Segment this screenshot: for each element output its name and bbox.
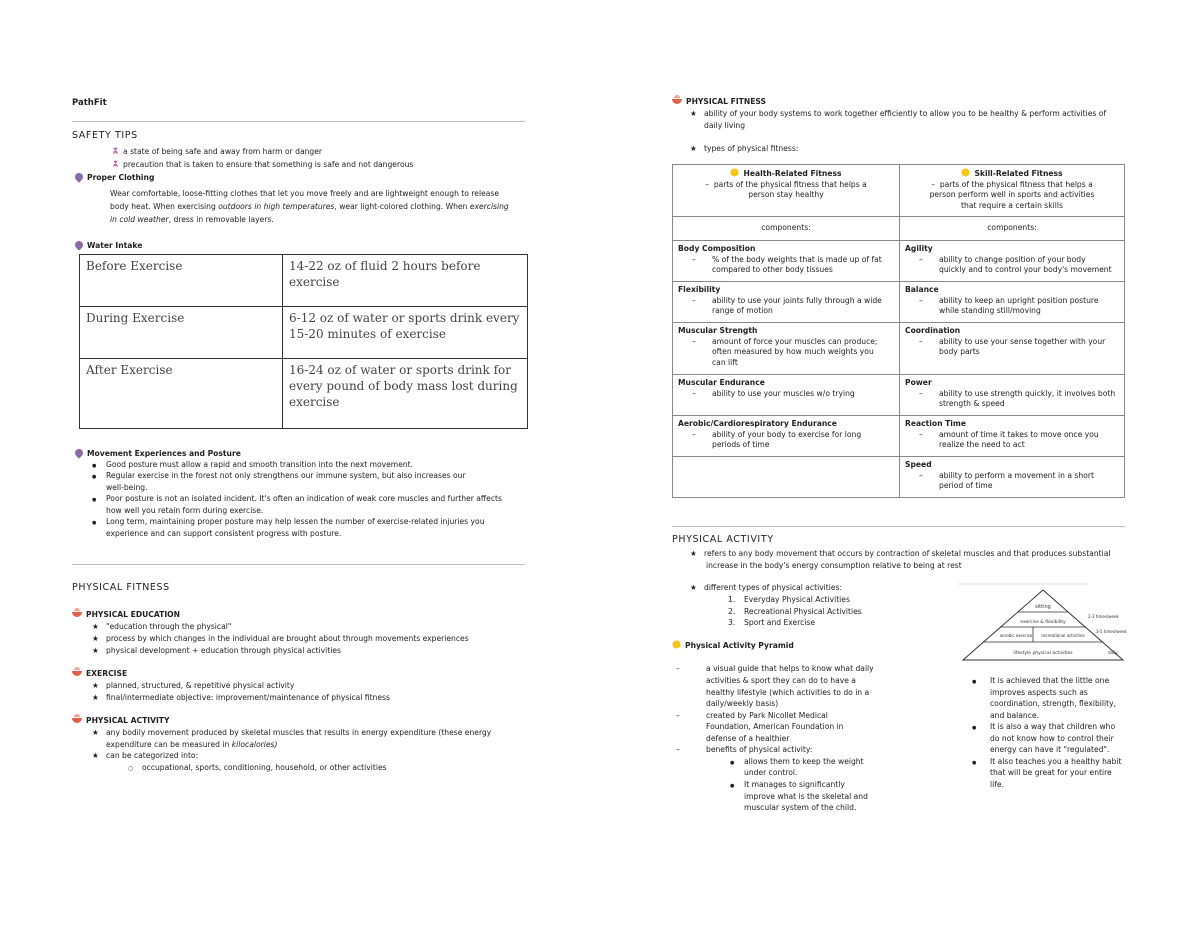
proper-clothing-title: Proper Clothing bbox=[75, 172, 154, 184]
benefit-1: ● allows them to keep the weight bbox=[730, 757, 864, 766]
table-cell: Muscular Endurance – ability to use your muscles w/o trying bbox=[673, 375, 900, 416]
table-cell: After Exercise bbox=[80, 359, 283, 429]
pyramid-def-4: daily/weekly basis) bbox=[706, 699, 779, 708]
right-bullet-3-3: life. bbox=[990, 780, 1004, 789]
table-row bbox=[80, 359, 528, 429]
pyramid-level-4: recreational activities bbox=[1041, 633, 1085, 638]
table-cell: Coordination – ability to use your sense together with your body parts bbox=[900, 323, 1125, 375]
movement-bullet-4: ● Long term, maintaining proper posture may help lessen the number of exercise-related injuries you bbox=[92, 517, 485, 526]
right-bullet-1-3: coordination, strength, flexibility, bbox=[990, 699, 1116, 708]
table-row bbox=[673, 375, 1125, 416]
components-header: components: bbox=[900, 217, 1125, 241]
right-bullet-2: ● It is also a way that children who bbox=[972, 722, 1116, 731]
fitness-table bbox=[672, 164, 1125, 498]
divider bbox=[72, 121, 525, 122]
clothing-line-1: Wear comfortable, loose-fitting clothes that let you move freely and are lightweight enough to release bbox=[110, 189, 500, 198]
divider bbox=[672, 526, 1125, 527]
table-cell: During Exercise bbox=[80, 307, 283, 359]
activity-type-3: 3. Sport and Exercise bbox=[728, 618, 816, 627]
pyramid-note-2: 3-5 times/week bbox=[1096, 629, 1127, 634]
pe-bullet-2: ★ process by which changes in the individual are brought about through movements experiences bbox=[92, 634, 469, 643]
pe-bullet-3: ★ physical development + education through physical activities bbox=[92, 646, 341, 655]
table-row bbox=[80, 255, 528, 307]
movement-bullet-4-cont: experience and can support consistent progress with posture. bbox=[106, 529, 342, 538]
table-row bbox=[673, 323, 1125, 375]
pyramid-level-1: sitting bbox=[1035, 604, 1051, 610]
exercise-bullet-1: ★ planned, structured, & repetitive physical activity bbox=[92, 681, 295, 690]
right-bullet-1-2: improves aspects such as bbox=[990, 688, 1088, 697]
pyramid-level-2: exercise & flexibility bbox=[1020, 620, 1066, 625]
right-fitness-def: ★ ability of your body systems to work together efficiently to allow you to be healthy & perform activities of bbox=[690, 109, 1107, 118]
benefit-2: ● It manages to significantly bbox=[730, 780, 845, 789]
right-bullet-2-3: energy can have it "regulated". bbox=[990, 745, 1110, 754]
table-row bbox=[673, 217, 1125, 241]
pa-title: PHYSICAL ACTIVITY bbox=[72, 715, 169, 727]
table-cell: Aerobic/Cardiorespiratory Endurance – ability of your body to exercise for long periods of time bbox=[673, 416, 900, 457]
activity-type-2: 2. Recreational Physical Activities bbox=[728, 607, 862, 616]
table-cell: Body Composition – % of the body weights that is made up of fat compared to other body tissues bbox=[673, 241, 900, 282]
table-cell bbox=[673, 457, 900, 498]
bowl-icon bbox=[72, 612, 82, 617]
table-cell: Balance – ability to keep an upright position posture while standing still/moving bbox=[900, 282, 1125, 323]
benefit-2-cont-2: muscular system of the child. bbox=[744, 803, 857, 812]
benefit-1-cont: under control. bbox=[744, 768, 798, 777]
table-row bbox=[673, 416, 1125, 457]
pyramid-note-1: 2-3 times/week bbox=[1088, 614, 1119, 619]
table-row bbox=[673, 165, 1125, 217]
bowl-icon bbox=[72, 718, 82, 723]
skill-related-cell: Skill-Related Fitness – parts of the physical fitness that helps a person perform well in sports and activities that require a certain skills bbox=[900, 165, 1125, 217]
pin-icon bbox=[73, 171, 84, 182]
health-related-cell: Health-Related Fitness – parts of the physical fitness that helps a person stay healthy bbox=[673, 165, 900, 217]
table-cell: 16-24 oz of water or sports drink for every pound of body mass lost during exercise bbox=[283, 359, 528, 429]
table-cell: 14-22 oz of fluid 2 hours before exercise bbox=[283, 255, 528, 307]
bowl-icon bbox=[72, 671, 82, 676]
pyramid-benefits: – benefits of physical activity: bbox=[676, 745, 813, 754]
pa-bullet-1: ★ any bodily movement produced by skeletal muscles that results in energy expenditure (these energy bbox=[92, 728, 492, 737]
pyramid-def: – a visual guide that helps to know what daily bbox=[676, 664, 874, 673]
table-cell: Before Exercise bbox=[80, 255, 283, 307]
exercise-title: EXERCISE bbox=[72, 668, 127, 680]
bowl-icon bbox=[672, 99, 682, 104]
table-cell: Power – ability to use strength quickly, it involves both strength & speed bbox=[900, 375, 1125, 416]
pyramid-created-2: Foundation, American Foundation in bbox=[706, 722, 844, 731]
pyramid-def-3: healthy lifestyle (which activities to do in a bbox=[706, 688, 870, 697]
pyramid-created: – created by Park Nicollet Medical bbox=[676, 711, 828, 720]
pe-bullet-1: ★ "education through the physical" bbox=[92, 622, 232, 631]
pyramid-note-3: daily bbox=[1108, 650, 1118, 655]
pe-title: PHYSICAL EDUCATION bbox=[72, 609, 180, 621]
right-bullet-2-2: do not know how to control their bbox=[990, 734, 1114, 743]
movement-title: Movement Experiences and Posture bbox=[75, 448, 241, 460]
divider bbox=[72, 564, 525, 565]
activity-def: ★ refers to any body movement that occurs by contraction of skeletal muscles and that produces substantial bbox=[690, 549, 1111, 558]
ribbon-icon bbox=[111, 147, 120, 155]
star-icon bbox=[961, 168, 970, 177]
table-cell: Reaction Time – amount of time it takes to move once you realize the need to act bbox=[900, 416, 1125, 457]
movement-bullet-1: ● Good posture must allow a rapid and smooth transition into the next movement. bbox=[92, 460, 414, 469]
table-cell: Flexibility – ability to use your joints fully through a wide range of motion bbox=[673, 282, 900, 323]
table-row bbox=[80, 307, 528, 359]
movement-bullet-2-cont: well-being. bbox=[106, 483, 148, 492]
right-bullet-3-2: that will be great for your entire bbox=[990, 768, 1112, 777]
table-row bbox=[673, 241, 1125, 282]
activity-def-cont: increase in the body's energy consumption relative to being at rest bbox=[706, 561, 962, 570]
clothing-line-2: body heat. When exercising outdoors in high temperatures, wear light-colored clothing. When exercising bbox=[110, 202, 509, 211]
water-intake-table bbox=[79, 254, 528, 429]
pa-bullet-2: ★ can be categorized into: bbox=[92, 751, 199, 760]
pin-icon bbox=[73, 239, 84, 250]
right-fitness-def-cont: daily living bbox=[704, 121, 746, 130]
pyramid-title: Physical Activity Pyramid bbox=[672, 640, 794, 652]
movement-bullet-3-cont: how well you retain form during exercise. bbox=[106, 506, 264, 515]
pyramid-level-5: lifestyle physical activities bbox=[1013, 651, 1073, 656]
benefit-2-cont: improve what is the skeletal and bbox=[744, 792, 868, 801]
table-cell: Agility – ability to change position of your body quickly and to control your body's movement bbox=[900, 241, 1125, 282]
right-bullet-1: ● It is achieved that the little one bbox=[972, 676, 1110, 685]
movement-bullet-2: ● Regular exercise in the forest not only strengthens our immune system, but also increases our bbox=[92, 471, 466, 480]
pyramid-image bbox=[958, 580, 1133, 664]
pyramid-created-3: defense of a healthier bbox=[706, 734, 790, 743]
pa-sub-bullet: ○ occupational, sports, conditioning, household, or other activities bbox=[128, 763, 387, 772]
safety-def-2: precaution that is taken to ensure that something is safe and not dangerous bbox=[111, 159, 413, 171]
safety-def-1: a state of being safe and away from harm or danger bbox=[111, 146, 322, 158]
table-cell: Speed – ability to perform a movement in a short period of time bbox=[900, 457, 1125, 498]
types-of-fitness: ★ types of physical fitness: bbox=[690, 144, 799, 153]
clothing-line-3: in cold weather, dress in removable layers. bbox=[110, 215, 274, 224]
table-cell: 6-12 oz of water or sports drink every 15-20 minutes of exercise bbox=[283, 307, 528, 359]
right-fitness-title: PHYSICAL FITNESS bbox=[672, 96, 766, 108]
pyramid-def-2: activities & sport they can do to have a bbox=[706, 676, 856, 685]
activity-types: ★ different types of physical activities: bbox=[690, 583, 843, 592]
movement-bullet-3: ● Poor posture is not an isolated incident. It's often an indication of weak core muscles and further affects bbox=[92, 494, 502, 503]
ribbon-icon bbox=[111, 160, 120, 168]
star-icon bbox=[672, 640, 681, 649]
physical-activity-heading: PHYSICAL ACTIVITY bbox=[672, 534, 774, 545]
water-intake-title: Water Intake bbox=[75, 240, 142, 252]
safety-tips-heading: SAFETY TIPS bbox=[72, 130, 138, 141]
right-bullet-3: ● It also teaches you a healthy habit bbox=[972, 757, 1122, 766]
pa-bullet-1-cont: expenditure can be measured in kilocalories) bbox=[106, 740, 278, 749]
right-bullet-1-4: and balance. bbox=[990, 711, 1040, 720]
page-title: PathFit bbox=[72, 98, 107, 108]
pin-icon bbox=[73, 447, 84, 458]
pyramid-level-3: aerobic exercise bbox=[999, 633, 1033, 638]
pyramid-outline bbox=[963, 590, 1123, 660]
table-cell: Muscular Strength – amount of force your muscles can produce; often measured by how much weights you can lift bbox=[673, 323, 900, 375]
components-header: components: bbox=[673, 217, 900, 241]
physical-fitness-heading: PHYSICAL FITNESS bbox=[72, 582, 170, 593]
table-row bbox=[673, 282, 1125, 323]
table-row bbox=[673, 457, 1125, 498]
exercise-bullet-2: ★ final/intermediate objective: improvement/maintenance of physical fitness bbox=[92, 693, 390, 702]
activity-type-1: 1. Everyday Physical Activities bbox=[728, 595, 850, 604]
star-icon bbox=[730, 168, 739, 177]
